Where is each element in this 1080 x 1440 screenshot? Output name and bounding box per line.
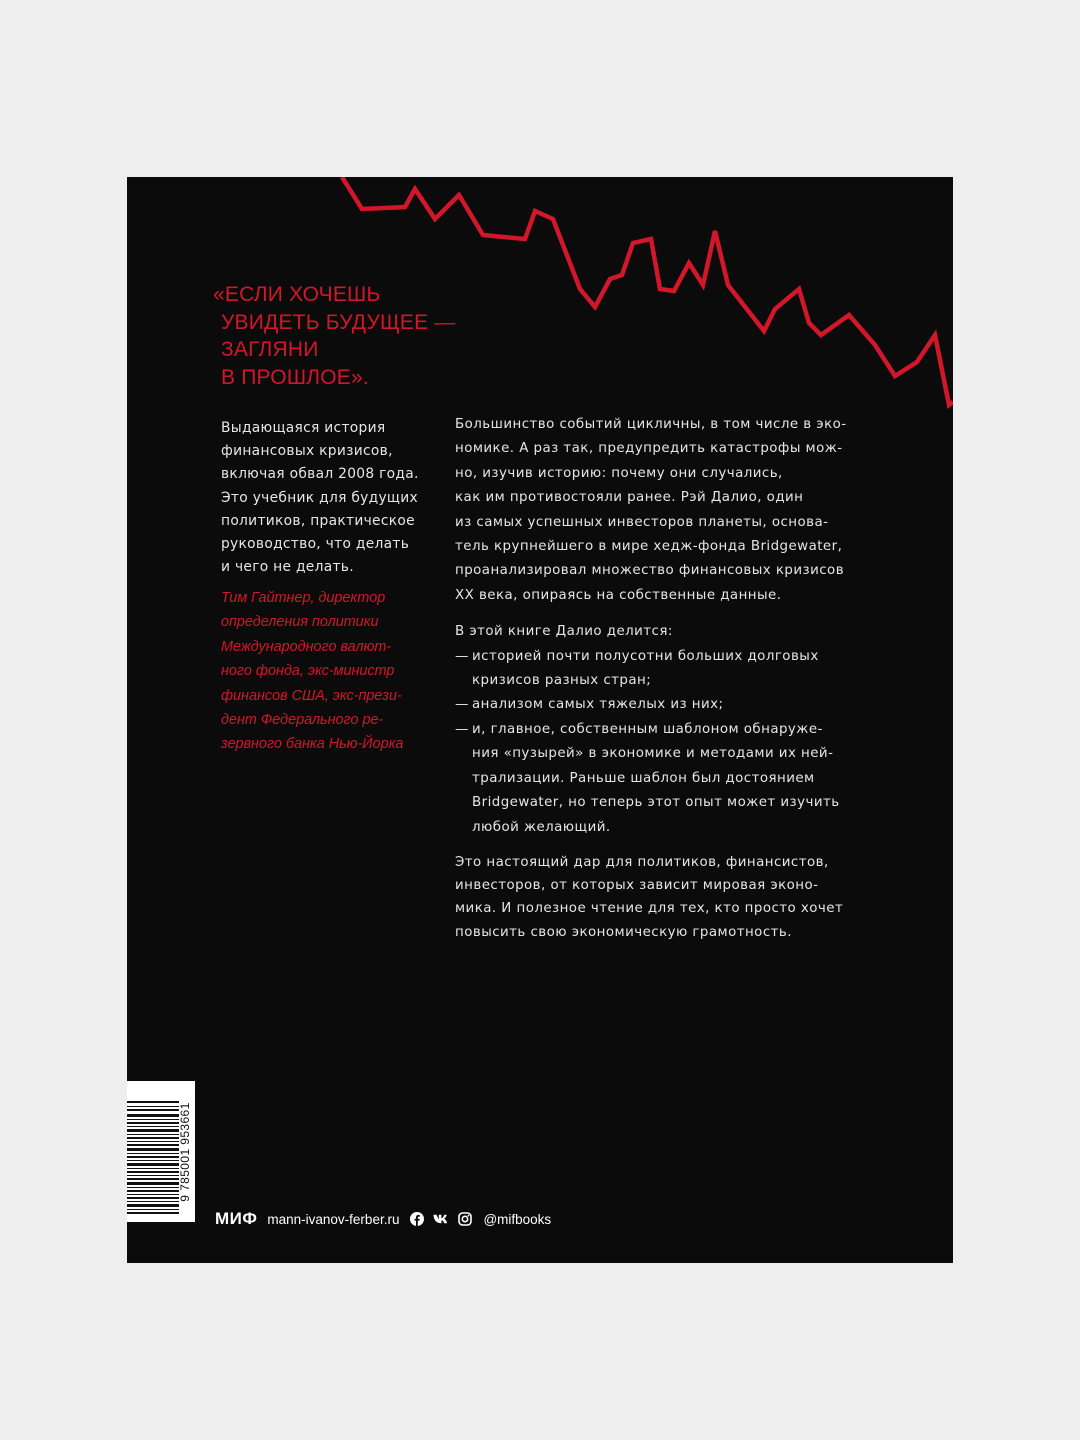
publisher-website[interactable]: mann-ivanov-ferber.ru	[267, 1211, 400, 1227]
attribution-line: Международного валют-	[221, 638, 392, 655]
endorsement-line: Выдающаяся история	[221, 420, 386, 436]
text-line: — и, главное, собственным шаблоном обнаруже-	[472, 721, 823, 737]
description-paragraph	[455, 413, 875, 608]
endorsement-line: политиков, практическое	[221, 512, 415, 529]
contents-list	[455, 645, 875, 840]
endorsement-text	[221, 417, 436, 579]
endorsement-line: руководство, что делать	[221, 536, 410, 553]
endorsement-line: включая обвал 2008 года.	[221, 466, 419, 483]
endorsement-line: финансовых кризисов,	[221, 443, 393, 460]
text-line: повысить свою экономическую грамотность.	[455, 924, 792, 940]
text-line: номике. А раз так, предупредить катастрофы мож-	[455, 441, 843, 457]
text-line: XX века, опираясь на собственные данные.	[455, 587, 782, 603]
vk-icon[interactable]	[433, 1211, 449, 1227]
quote-line: В ПРОШЛОЕ».	[221, 365, 369, 389]
text-line: Большинство событий цикличны, в том числе в эко-	[455, 417, 847, 432]
endorsement-attribution	[221, 586, 436, 757]
list-item	[455, 718, 875, 840]
quote-line: «ЕСЛИ ХОЧЕШЬ	[213, 283, 381, 306]
list-item	[455, 693, 875, 717]
attribution-line: дент Федерального ре-	[221, 712, 384, 729]
book-back-cover	[127, 177, 953, 1263]
facebook-icon[interactable]	[409, 1211, 425, 1227]
text-line: Это настоящий дар для политиков, финансистов,	[455, 854, 829, 870]
text-line: из самых успешных инвесторов планеты, основа-	[455, 514, 829, 530]
isbn-number: 9 785001 953661	[178, 1102, 192, 1202]
list-intro: В этой книге Далио делится:	[455, 624, 673, 640]
attribution-line: Тим Гайтнер, директор	[221, 590, 386, 606]
book-description	[455, 413, 875, 944]
text-line: — анализом самых тяжелых из них;	[472, 697, 724, 713]
instagram-icon[interactable]	[457, 1211, 473, 1227]
quote-line: УВИДЕТЬ БУДУЩЕЕ —	[221, 310, 456, 334]
endorsement-line: Это учебник для будущих	[221, 489, 418, 506]
text-line: мика. И полезное чтение для тех, кто просто хочет	[455, 901, 844, 917]
publisher-footer	[215, 1204, 551, 1234]
text-line: Bridgewater, но теперь этот опыт может изучить	[472, 795, 840, 811]
description-paragraph	[455, 851, 875, 944]
text-line: проанализировал множество финансовых кризисов	[455, 563, 845, 579]
text-line: тель крупнейшего в мире хедж-фонда Bridgewater,	[455, 539, 843, 555]
text-line: ния «пузырей» в экономике и методами их ней-	[472, 746, 834, 762]
attribution-line: ного фонда, экс-министр	[221, 663, 395, 680]
isbn-barcode	[127, 1081, 195, 1222]
attribution-line: зервного банка Нью-Йорка	[221, 736, 404, 753]
text-line: кризисов разных стран;	[472, 673, 652, 689]
social-handle[interactable]: @mifbooks	[483, 1211, 552, 1227]
text-line: — историей почти полусотни больших долговых	[472, 648, 819, 664]
text-line: любой желающий.	[472, 819, 611, 835]
text-line: как им противостояли ранее. Рэй Далио, один	[455, 490, 804, 506]
text-line: трализации. Раньше шаблон был достоянием	[472, 770, 815, 786]
text-line: но, изучив историю: почему они случались,	[455, 465, 783, 481]
endorsement-line: и чего не делать.	[221, 559, 354, 576]
list-item	[455, 645, 875, 694]
quote-line: ЗАГЛЯНИ	[221, 338, 319, 361]
publisher-logo: МИФ	[215, 1209, 258, 1228]
epigraph-quote	[213, 281, 456, 391]
attribution-line: финансов США, экс-прези-	[221, 687, 402, 704]
text-line: инвесторов, от которых зависит мировая эконо-	[455, 878, 819, 894]
attribution-line: определения политики	[221, 614, 379, 631]
